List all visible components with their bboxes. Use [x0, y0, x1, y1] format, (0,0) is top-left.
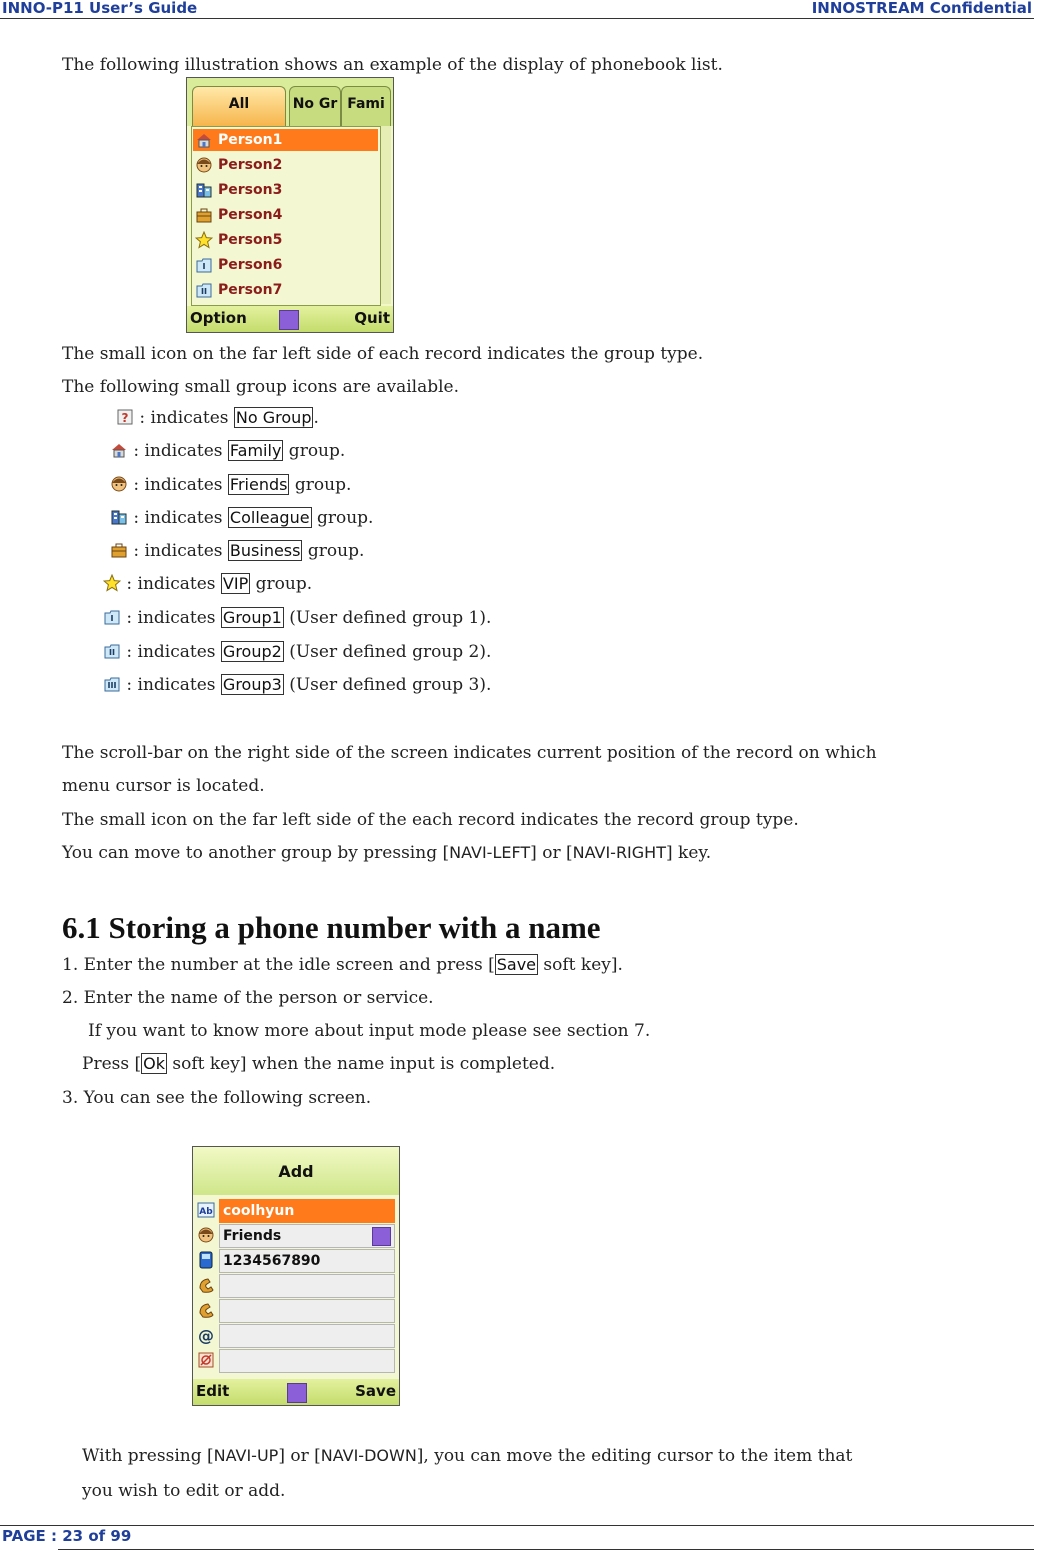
svg-text:Ab: Ab — [199, 1207, 213, 1217]
legend-item-family: : indicates Family group. — [110, 441, 345, 461]
group2-icon — [103, 642, 121, 660]
legend-item-vip: : indicates VIP group. — [103, 574, 312, 594]
page-header — [0, 0, 1034, 19]
legend-item-group1: : indicates Group1 (User defined group 1). — [103, 608, 491, 628]
name-field: coolhyun — [219, 1199, 395, 1223]
tab-all: All — [192, 86, 286, 127]
soft-keys — [187, 306, 393, 332]
group1-icon — [103, 608, 121, 626]
navi-move-text: You can move to another group by pressing [NAVI-LEFT] or [NAVI-RIGHT] key. — [62, 843, 712, 863]
group3-icon — [103, 675, 121, 693]
vip-icon — [195, 231, 213, 249]
scroll-bar-text-cont: menu cursor is located. — [62, 776, 265, 796]
memo-icon — [197, 1351, 215, 1369]
group2-icon — [195, 281, 213, 299]
list-item: Person4 — [193, 204, 378, 226]
number-field: 1234567890 — [219, 1249, 395, 1273]
list-item: Person7 — [193, 279, 378, 301]
step-2-press: Press [ Ok soft key] when the name input is completed. — [82, 1054, 556, 1074]
business-icon — [110, 541, 128, 559]
legend-item-group3: : indicates Group3 (User defined group 3). — [103, 675, 491, 695]
no-group-icon — [116, 408, 134, 426]
business-icon — [195, 206, 213, 224]
group-type-text: The small icon on the far left side of each record indicates the group type. — [62, 344, 704, 364]
tab-no-group: No Gr — [289, 86, 341, 127]
list-item: Person5 — [193, 229, 378, 251]
group-icons-intro: The following small group icons are available. — [62, 377, 460, 397]
colleague-icon — [110, 508, 128, 526]
step-3: 3. You can see the following screen. — [62, 1088, 372, 1108]
navi-edit-text: With pressing [NAVI-UP] or [NAVI-DOWN], you can move the editing cursor to the item that — [82, 1446, 853, 1466]
step-2-note: If you want to know more about input mode please see section 7. — [88, 1021, 651, 1041]
office-phone-icon — [197, 1301, 215, 1319]
list-item: Person6 — [193, 254, 378, 276]
group-tabs — [187, 78, 393, 126]
legend-item-group2: : indicates Group2 (User defined group 2). — [103, 642, 491, 662]
quit-softkey: Quit — [354, 309, 390, 327]
add-screen-title: Add — [193, 1147, 399, 1195]
scroll-bar — [380, 126, 391, 304]
family-icon — [195, 131, 213, 149]
group-select-icon — [372, 1227, 391, 1246]
step-1: 1. Enter the number at the idle screen and press [ Save soft key]. — [62, 955, 623, 975]
vip-icon — [103, 574, 121, 592]
office-number-field — [219, 1299, 395, 1323]
svg-text:@: @ — [198, 1326, 214, 1344]
colleague-icon — [195, 181, 213, 199]
soft-keys — [193, 1379, 399, 1405]
email-icon — [197, 1326, 215, 1344]
name-icon — [197, 1201, 215, 1219]
friends-icon — [197, 1226, 215, 1244]
header-confidential: INNOSTREAM Confidential — [811, 0, 1032, 17]
intro-text: The following illustration shows an example of the display of phonebook list. — [62, 55, 723, 75]
legend-item-no-group: ? : indicates No Group . — [116, 408, 319, 428]
page-footer — [0, 1525, 1034, 1551]
navi-edit-text-cont: you wish to edit or add. — [82, 1481, 286, 1501]
svg-text:?: ? — [121, 411, 129, 425]
list-item: Person2 — [193, 154, 378, 176]
edit-softkey: Edit — [196, 1382, 230, 1400]
group-field: Friends — [219, 1224, 395, 1248]
tab-family: Fami — [341, 86, 391, 127]
family-icon — [110, 441, 128, 459]
friends-icon — [110, 475, 128, 493]
list-item: Person1 — [193, 129, 378, 151]
navi-icon — [279, 310, 299, 330]
phonebook-list — [191, 126, 381, 306]
home-number-field — [219, 1274, 395, 1298]
group1-icon — [195, 256, 213, 274]
navi-icon — [287, 1383, 307, 1403]
legend-item-friends: : indicates Friends group. — [110, 475, 351, 495]
save-softkey: Save — [355, 1382, 396, 1400]
home-phone-icon — [197, 1276, 215, 1294]
scroll-bar-text: The scroll-bar on the right side of the screen indicates current position of the record on which — [62, 743, 877, 763]
section-title: 6.1 Storing a phone number with a name — [62, 910, 601, 945]
page-number: PAGE : 23 of 99 — [2, 1527, 132, 1545]
step-2: 2. Enter the name of the person or service. — [62, 988, 434, 1008]
legend-item-business: : indicates Business group. — [110, 541, 364, 561]
option-softkey: Option — [190, 309, 247, 327]
phonebook-list-screenshot — [186, 77, 394, 333]
record-icon-text: The small icon on the far left side of the each record indicates the record group type. — [62, 810, 799, 830]
friends-icon — [195, 156, 213, 174]
legend-item-colleague: : indicates Colleague group. — [110, 508, 373, 528]
add-contact-screenshot — [192, 1146, 400, 1406]
header-title: INNO-P11 User’s Guide — [2, 0, 198, 17]
list-item: Person3 — [193, 179, 378, 201]
memo-field — [219, 1349, 395, 1373]
mobile-phone-icon — [197, 1251, 215, 1269]
email-field — [219, 1324, 395, 1348]
